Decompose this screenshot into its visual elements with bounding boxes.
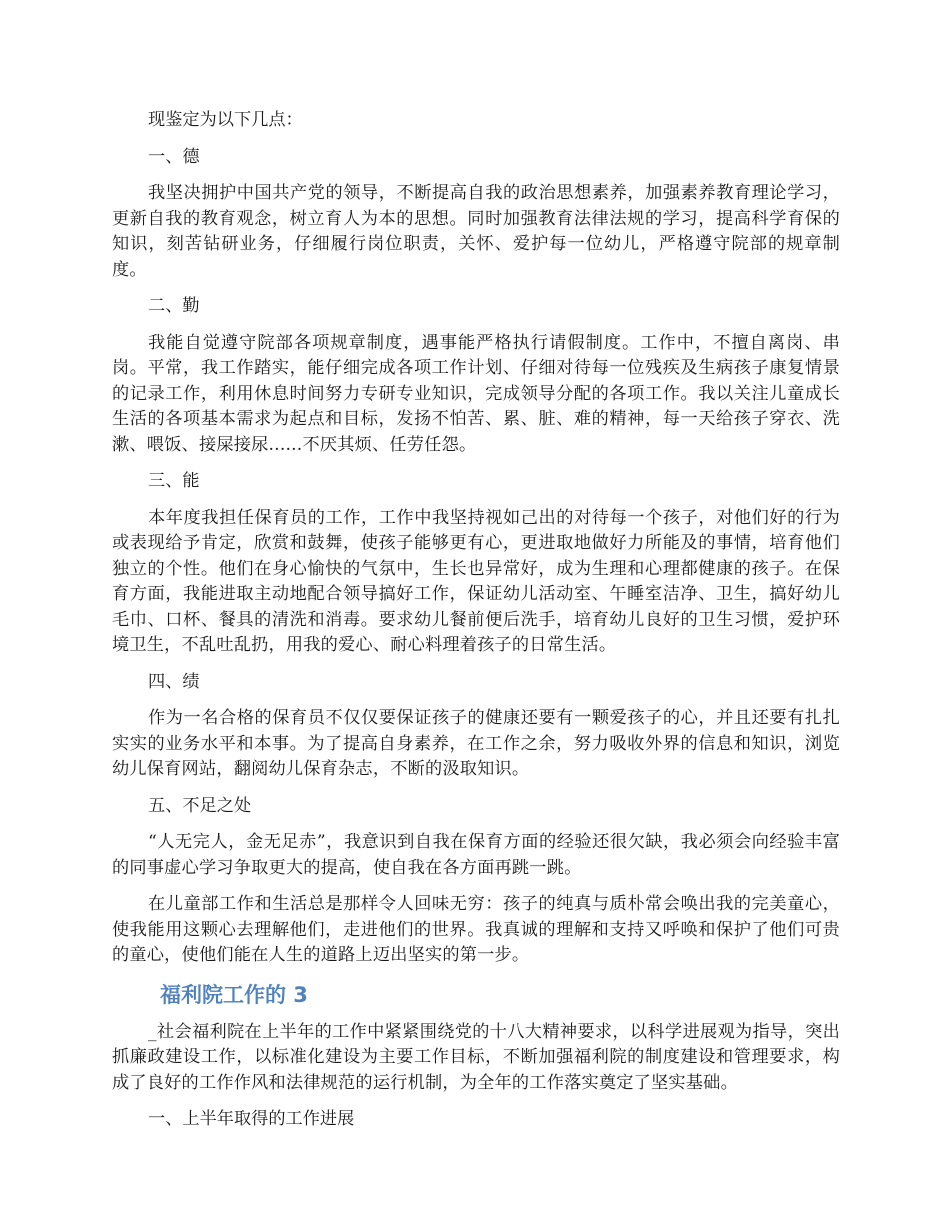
paragraph-neng: 本年度我担任保育员的工作，工作中我坚持视如己出的对待每一个孩子，对他们好的行为或表现给予肯定，欣赏和鼓舞，使孩子能够更有心，更进取地做好力所能及的事情，培育他们独立的个性。他们在身心愉快的气氛中，生长也异常好，成为生理和心理都健康的孩子。在保育方面，我能进取主动地配合领导搞好工作，保证幼儿活动室、午睡室洁净、卫生，搞好幼儿毛巾、口杯、餐具的清洗和消毒。要求幼儿餐前便后洗手，培育幼儿良好的卫生习惯，爱护环境卫生，不乱吐乱扔，用我的爱心、耐心料理着孩子的日常生活。 <box>112 507 840 655</box>
paragraph-shortcomings: “人无完人，金无足赤”，我意识到自我在保育方面的经验还很欠缺，我必须会向经验丰富的同事虚心学习争取更大的提高，使自我在各方面再跳一跳。 <box>112 832 840 878</box>
section-heading-de: 一、德 <box>148 146 200 167</box>
section-heading-shortcomings: 五、不足之处 <box>148 795 252 816</box>
section-heading-qin: 二、勤 <box>148 296 200 316</box>
intro-line: 现鉴定为以下几点： <box>148 110 303 130</box>
paragraph-ji: 作为一名合格的保育员不仅仅要保证孩子的健康还要有一颗爱孩子的心，并且还要有扎扎实实的业务水平和本事。为了提高自身素养，在工作之余，努力吸收外界的信息和知识，浏览幼儿保育网站，翻阅幼儿保育杂志，不断的汲取知识。 <box>112 708 840 779</box>
paragraph-closing: 在儿童部工作和生活总是那样令人回味无穷：孩子的纯真与质朴常会唤出我的完美童心，使我能用这颗心去理解他们，走进他们的世界。我真诚的理解和支持又呼唤和保护了他们可贵的童心，使他们能在人生的道路上迈出坚实的第一步。 <box>112 894 840 965</box>
section-heading-ji: 四、绩 <box>148 671 200 692</box>
section-title: 福利院工作的 3 <box>160 982 308 1007</box>
section-heading-progress: 一、上半年取得的工作进展 <box>148 1109 355 1129</box>
paragraph-welfare-intro: _社会福利院在上半年的工作中紧紧围绕党的十八大精神要求，以科学进展观为指导，突出抓廉政建设工作，以标准化建设为主要工作目标，不断加强福利院的制度建设和管理要求，构成了良好的工作作风和法律规范的运行机制，为全年的工作落实奠定了坚实基础。 <box>112 1021 840 1093</box>
document-page <box>112 108 840 1144</box>
section-heading-neng: 三、能 <box>148 471 200 491</box>
paragraph-de: 我坚决拥护中国共产党的领导，不断提高自我的政治思想素养，加强素养教育理论学习，更新自我的教育观念，树立育人为本的思想。同时加强教育法律法规的学习，提高科学育保的知识，刻苦钻研业务，仔细履行岗位职责，关怀、爱护每一位幼儿，严格遵守院部的规章制度。 <box>112 183 840 280</box>
paragraph-qin: 我能自觉遵守院部各项规章制度，遇事能严格执行请假制度。工作中，不擅自离岗、串岗。平常，我工作踏实，能仔细完成各项工作计划、仔细对待每一位残疾及生病孩子康复情景的记录工作，利用休息时间努力专研专业知识，完成领导分配的各项工作。我以关注儿童成长生活的各项基本需求为起点和目标，发扬不怕苦、累、脏、难的精神，每一天给孩子穿衣、洗漱、喂饭、接屎接尿......不厌其烦、任劳任怨。 <box>112 332 840 455</box>
